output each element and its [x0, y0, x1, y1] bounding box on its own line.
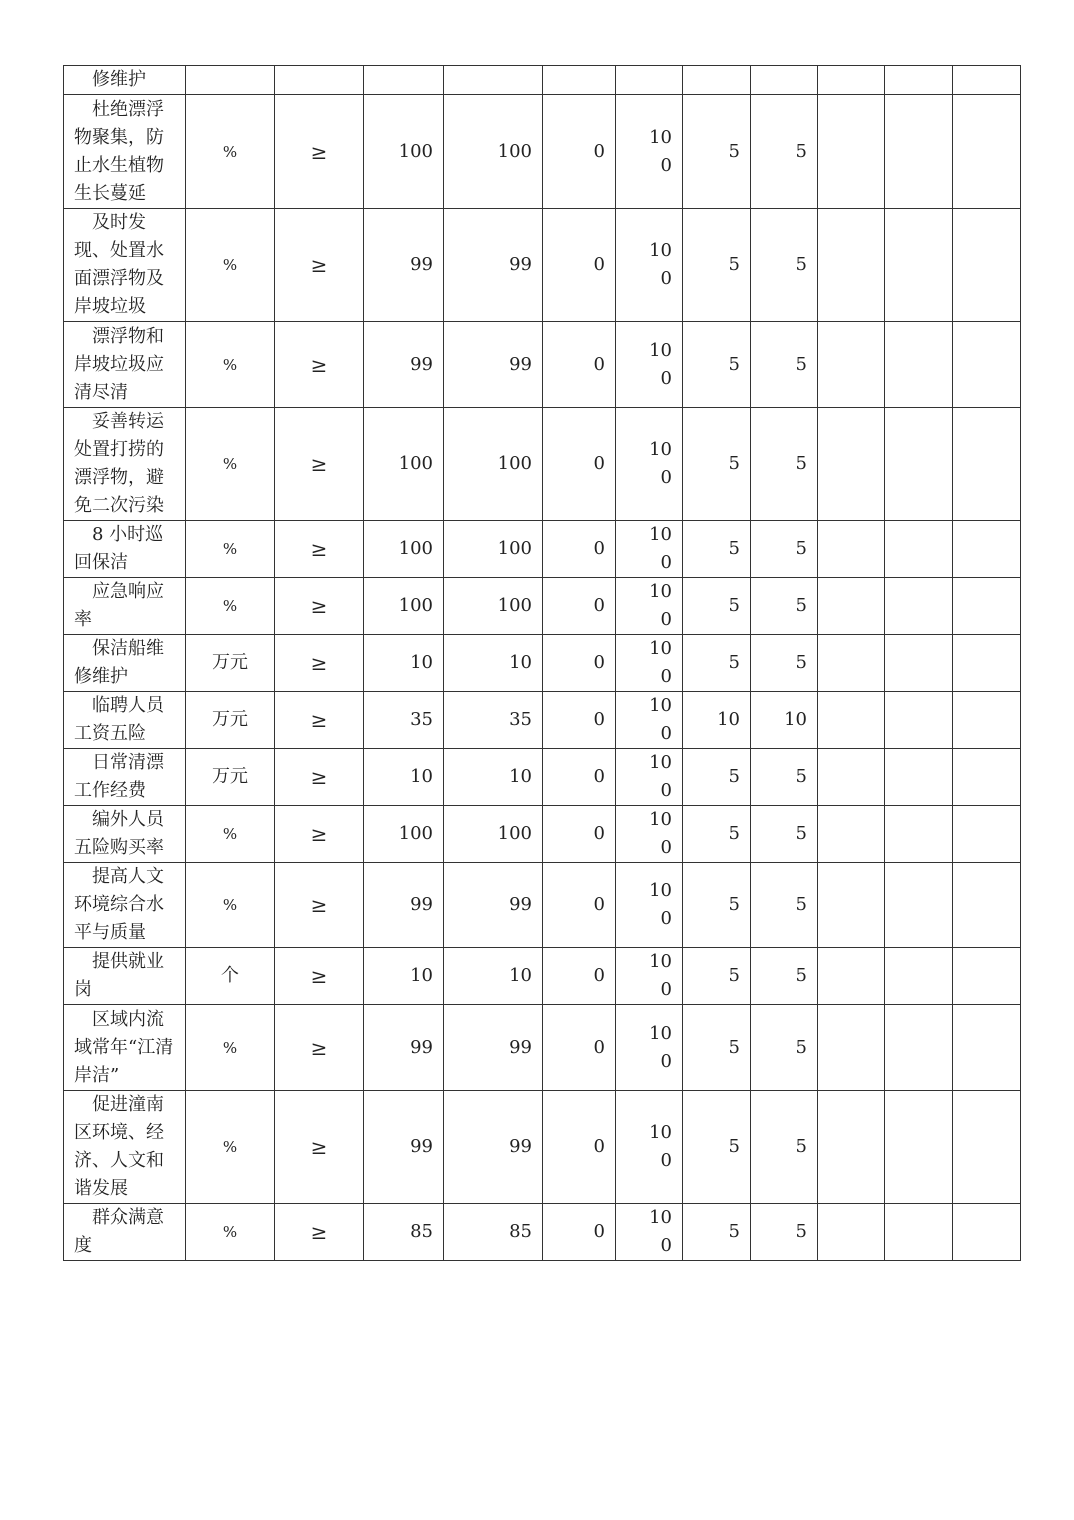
table-row: [64, 1204, 1021, 1261]
target-cell: 10: [364, 635, 444, 692]
unit-cell: %: [186, 578, 275, 635]
indicator-name-cell: 漂浮物和岸坡垃圾应清尽清: [64, 322, 186, 408]
rate-value-line1: 10: [649, 1122, 672, 1143]
score-cell: 5: [751, 521, 818, 578]
empty-cell: [953, 863, 1021, 948]
rate-value-line2: 0: [660, 1050, 672, 1072]
rate-cell: [616, 95, 683, 209]
deviation-cell: 0: [543, 95, 616, 209]
operator-cell: ≥: [275, 1005, 364, 1091]
rate-value-line1: 10: [649, 752, 672, 773]
table-row: [64, 692, 1021, 749]
deviation-cell: 0: [543, 1005, 616, 1091]
table-row: [64, 749, 1021, 806]
empty-cell: [953, 209, 1021, 322]
rate-value-line2: 0: [660, 666, 672, 687]
actual-cell: 99: [444, 863, 543, 948]
actual-cell: 100: [444, 95, 543, 209]
rate-cell: [616, 322, 683, 408]
rate-value-line2: 0: [660, 979, 672, 1000]
rate-cell: [616, 1204, 683, 1261]
rate-value-line1: 10: [649, 1207, 672, 1228]
score-cell: 5: [751, 1204, 818, 1261]
rate-cell: [616, 1005, 683, 1091]
empty-cell: [885, 863, 953, 948]
empty-cell: [818, 749, 885, 806]
actual-cell: 99: [444, 322, 543, 408]
empty-cell: [953, 322, 1021, 408]
indicator-name-cell: 日常清漂工作经费: [64, 749, 186, 806]
score-cell: 10: [751, 692, 818, 749]
empty-cell: [818, 95, 885, 209]
score-cell: [751, 66, 818, 95]
score-cell: 5: [751, 948, 818, 1005]
target-cell: 100: [364, 95, 444, 209]
empty-cell: [885, 635, 953, 692]
weight-cell: 5: [683, 408, 751, 521]
target-cell: 85: [364, 1204, 444, 1261]
score-cell: 5: [751, 749, 818, 806]
indicator-name-cell: 区域内流域常年“江清岸洁”: [64, 1005, 186, 1091]
table-row: [64, 1005, 1021, 1091]
deviation-cell: 0: [543, 521, 616, 578]
unit-cell: %: [186, 863, 275, 948]
rate-cell: [616, 749, 683, 806]
operator-cell: [275, 66, 364, 95]
rate-value-line2: 0: [660, 467, 672, 488]
table-row: [64, 322, 1021, 408]
rate-value-line1: 10: [649, 695, 672, 716]
empty-cell: [953, 521, 1021, 578]
unit-cell: %: [186, 806, 275, 863]
empty-cell: [818, 521, 885, 578]
rate-value-line1: 10: [649, 880, 672, 901]
indicator-name-cell: 8 小时巡回保洁: [64, 521, 186, 578]
score-cell: 5: [751, 95, 818, 209]
rate-value-line2: 0: [660, 552, 672, 573]
unit-cell: %: [186, 521, 275, 578]
weight-cell: 5: [683, 749, 751, 806]
indicator-name-cell: 临聘人员工资五险: [64, 692, 186, 749]
empty-cell: [885, 692, 953, 749]
indicator-name-cell: 提高人文环境综合水平与质量: [64, 863, 186, 948]
unit-cell: %: [186, 408, 275, 521]
indicator-name-cell: 编外人员五险购买率: [64, 806, 186, 863]
actual-cell: 10: [444, 749, 543, 806]
target-cell: 99: [364, 1005, 444, 1091]
indicator-name-cell: 促进潼南区环境、经济、人文和谐发展: [64, 1091, 186, 1204]
rate-value-line1: 10: [649, 439, 672, 460]
table-row: [64, 1091, 1021, 1204]
rate-value-line2: 0: [660, 908, 672, 929]
score-cell: 5: [751, 863, 818, 948]
weight-cell: 5: [683, 1204, 751, 1261]
rate-value-line2: 0: [660, 723, 672, 744]
score-cell: 5: [751, 1005, 818, 1091]
indicator-name-cell: 妥善转运处置打捞的漂浮物，避免二次污染: [64, 408, 186, 521]
target-cell: 99: [364, 1091, 444, 1204]
target-cell: 100: [364, 806, 444, 863]
weight-cell: 5: [683, 863, 751, 948]
empty-cell: [953, 948, 1021, 1005]
rate-cell: [616, 578, 683, 635]
empty-cell: [818, 408, 885, 521]
target-cell: 10: [364, 948, 444, 1005]
empty-cell: [953, 1204, 1021, 1261]
weight-cell: 5: [683, 806, 751, 863]
unit-cell: %: [186, 1091, 275, 1204]
weight-cell: 5: [683, 1005, 751, 1091]
deviation-cell: 0: [543, 863, 616, 948]
empty-cell: [885, 209, 953, 322]
operator-cell: ≥: [275, 95, 364, 209]
operator-cell: ≥: [275, 806, 364, 863]
score-cell: 5: [751, 806, 818, 863]
operator-cell: ≥: [275, 1091, 364, 1204]
empty-cell: [885, 948, 953, 1005]
target-cell: 99: [364, 209, 444, 322]
rate-value-line1: 10: [649, 581, 672, 602]
rate-value-line2: 0: [660, 609, 672, 630]
rate-value-line1: 10: [649, 339, 672, 361]
rate-cell: [616, 806, 683, 863]
target-cell: 100: [364, 578, 444, 635]
empty-cell: [953, 692, 1021, 749]
performance-indicator-table: [63, 65, 1021, 1261]
unit-cell: 个: [186, 948, 275, 1005]
actual-cell: 100: [444, 408, 543, 521]
empty-cell: [953, 1091, 1021, 1204]
empty-cell: [818, 578, 885, 635]
empty-cell: [885, 749, 953, 806]
indicator-name-cell: 保洁船维修维护: [64, 635, 186, 692]
rate-cell: [616, 521, 683, 578]
deviation-cell: 0: [543, 322, 616, 408]
empty-cell: [818, 209, 885, 322]
rate-value-line2: 0: [660, 367, 672, 389]
deviation-cell: 0: [543, 209, 616, 322]
unit-cell: %: [186, 1005, 275, 1091]
score-cell: 5: [751, 408, 818, 521]
operator-cell: ≥: [275, 863, 364, 948]
operator-cell: ≥: [275, 322, 364, 408]
target-cell: 100: [364, 408, 444, 521]
deviation-cell: 0: [543, 1204, 616, 1261]
actual-cell: 10: [444, 948, 543, 1005]
score-cell: 5: [751, 209, 818, 322]
actual-cell: 100: [444, 806, 543, 863]
empty-cell: [953, 95, 1021, 209]
weight-cell: [683, 66, 751, 95]
rate-cell: [616, 635, 683, 692]
operator-cell: ≥: [275, 948, 364, 1005]
indicator-name-cell: 修维护: [64, 66, 186, 95]
unit-cell: 万元: [186, 749, 275, 806]
rate-value-line2: 0: [660, 154, 672, 176]
empty-cell: [953, 578, 1021, 635]
table-row: [64, 408, 1021, 521]
operator-cell: ≥: [275, 408, 364, 521]
rate-value-line1: 10: [649, 809, 672, 830]
indicator-name-cell: 及时发现、处置水面漂浮物及岸坡垃圾: [64, 209, 186, 322]
rate-value-line1: 10: [649, 240, 672, 261]
score-cell: 5: [751, 578, 818, 635]
deviation-cell: 0: [543, 948, 616, 1005]
empty-cell: [953, 806, 1021, 863]
actual-cell: 100: [444, 578, 543, 635]
actual-cell: 35: [444, 692, 543, 749]
empty-cell: [953, 635, 1021, 692]
score-cell: 5: [751, 635, 818, 692]
actual-cell: 99: [444, 1005, 543, 1091]
empty-cell: [953, 1005, 1021, 1091]
empty-cell: [885, 95, 953, 209]
empty-cell: [818, 1204, 885, 1261]
table-row: [64, 806, 1021, 863]
target-cell: [364, 66, 444, 95]
target-cell: 100: [364, 521, 444, 578]
operator-cell: ≥: [275, 521, 364, 578]
operator-cell: ≥: [275, 1204, 364, 1261]
unit-cell: %: [186, 1204, 275, 1261]
rate-value-line1: 10: [649, 638, 672, 659]
rate-value-line2: 0: [660, 780, 672, 801]
empty-cell: [885, 408, 953, 521]
deviation-cell: 0: [543, 408, 616, 521]
unit-cell: [186, 66, 275, 95]
indicator-name-cell: 应急响应率: [64, 578, 186, 635]
weight-cell: 10: [683, 692, 751, 749]
indicator-name-cell: 提供就业岗: [64, 948, 186, 1005]
table-row: [64, 578, 1021, 635]
target-cell: 10: [364, 749, 444, 806]
actual-cell: 99: [444, 209, 543, 322]
operator-cell: ≥: [275, 209, 364, 322]
indicator-name-cell: 杜绝漂浮物聚集，防止水生植物生长蔓延: [64, 95, 186, 209]
target-cell: 35: [364, 692, 444, 749]
target-cell: 99: [364, 863, 444, 948]
table-row: [64, 635, 1021, 692]
table-row: [64, 863, 1021, 948]
empty-cell: [818, 806, 885, 863]
operator-cell: ≥: [275, 635, 364, 692]
empty-cell: [818, 1005, 885, 1091]
rate-value-line1: 10: [649, 126, 672, 148]
empty-cell: [953, 66, 1021, 95]
empty-cell: [818, 1091, 885, 1204]
rate-value-line1: 10: [649, 951, 672, 972]
deviation-cell: 0: [543, 578, 616, 635]
table-row: [64, 521, 1021, 578]
weight-cell: 5: [683, 1091, 751, 1204]
unit-cell: %: [186, 95, 275, 209]
actual-cell: 100: [444, 521, 543, 578]
empty-cell: [885, 1091, 953, 1204]
table-row: [64, 209, 1021, 322]
empty-cell: [885, 1204, 953, 1261]
operator-cell: ≥: [275, 578, 364, 635]
rate-value-line2: 0: [660, 1235, 672, 1256]
unit-cell: %: [186, 322, 275, 408]
table-row: [64, 95, 1021, 209]
score-cell: 5: [751, 322, 818, 408]
actual-cell: 85: [444, 1204, 543, 1261]
weight-cell: 5: [683, 521, 751, 578]
empty-cell: [818, 322, 885, 408]
rate-value-line1: 10: [649, 1022, 672, 1044]
deviation-cell: 0: [543, 692, 616, 749]
empty-cell: [885, 521, 953, 578]
table-row: [64, 948, 1021, 1005]
weight-cell: 5: [683, 322, 751, 408]
rate-cell: [616, 863, 683, 948]
table-row: [64, 66, 1021, 95]
deviation-cell: 0: [543, 1091, 616, 1204]
rate-cell: [616, 66, 683, 95]
unit-cell: %: [186, 209, 275, 322]
weight-cell: 5: [683, 95, 751, 209]
deviation-cell: 0: [543, 635, 616, 692]
empty-cell: [885, 66, 953, 95]
empty-cell: [885, 1005, 953, 1091]
target-cell: 99: [364, 322, 444, 408]
unit-cell: 万元: [186, 692, 275, 749]
empty-cell: [953, 749, 1021, 806]
empty-cell: [818, 635, 885, 692]
deviation-cell: 0: [543, 749, 616, 806]
actual-cell: 10: [444, 635, 543, 692]
rate-cell: [616, 692, 683, 749]
weight-cell: 5: [683, 209, 751, 322]
rate-value-line2: 0: [660, 837, 672, 858]
weight-cell: 5: [683, 948, 751, 1005]
rate-value-line1: 10: [649, 524, 672, 545]
rate-cell: [616, 209, 683, 322]
empty-cell: [818, 692, 885, 749]
empty-cell: [885, 322, 953, 408]
empty-cell: [953, 408, 1021, 521]
operator-cell: ≥: [275, 692, 364, 749]
empty-cell: [818, 863, 885, 948]
weight-cell: 5: [683, 578, 751, 635]
empty-cell: [885, 578, 953, 635]
empty-cell: [818, 66, 885, 95]
rate-value-line2: 0: [660, 268, 672, 289]
deviation-cell: [543, 66, 616, 95]
operator-cell: ≥: [275, 749, 364, 806]
indicator-name-cell: 群众满意度: [64, 1204, 186, 1261]
deviation-cell: 0: [543, 806, 616, 863]
score-cell: 5: [751, 1091, 818, 1204]
actual-cell: 99: [444, 1091, 543, 1204]
rate-value-line2: 0: [660, 1150, 672, 1171]
empty-cell: [818, 948, 885, 1005]
weight-cell: 5: [683, 635, 751, 692]
rate-cell: [616, 948, 683, 1005]
empty-cell: [885, 806, 953, 863]
rate-cell: [616, 1091, 683, 1204]
unit-cell: 万元: [186, 635, 275, 692]
rate-cell: [616, 408, 683, 521]
actual-cell: [444, 66, 543, 95]
